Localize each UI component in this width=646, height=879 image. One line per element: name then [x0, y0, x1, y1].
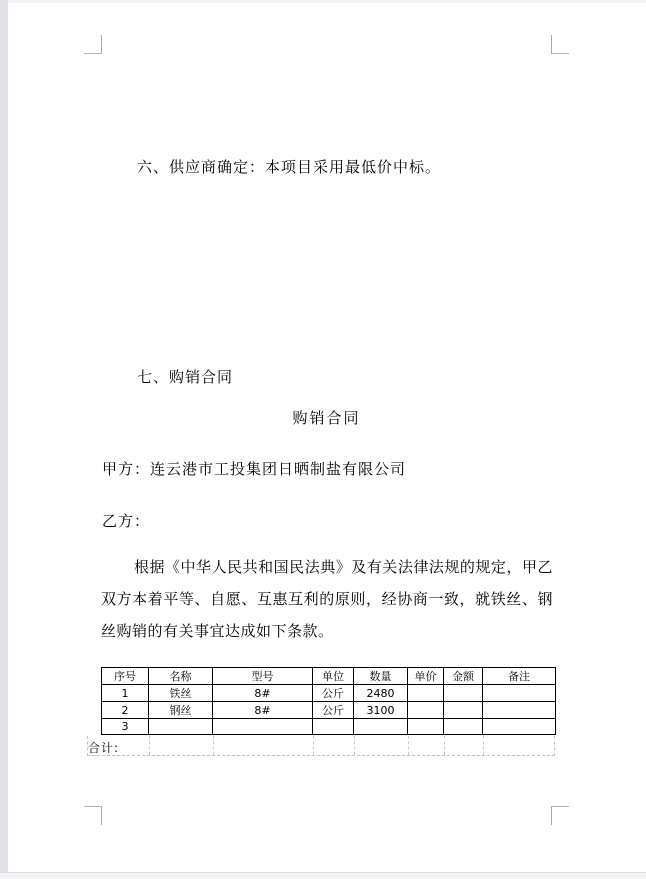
table-cell — [408, 719, 444, 735]
totals-row — [87, 736, 555, 756]
party-a-line: 甲方：连云港市工投集团日晒制盐有限公司 — [102, 460, 407, 478]
page-top-edge — [0, 0, 646, 3]
crop-mark-bottom-right — [551, 806, 569, 825]
crop-mark-bottom-left — [84, 806, 102, 825]
page-bottom-edge — [0, 872, 646, 879]
totals-gridline — [408, 736, 409, 755]
totals-gridline — [213, 736, 214, 755]
table-cell: 8# — [213, 685, 313, 702]
table-cell — [408, 685, 444, 702]
table-cell — [408, 702, 444, 719]
table-header-cell: 序号 — [102, 668, 149, 685]
table-cell — [444, 685, 483, 702]
table-cell: 3 — [102, 719, 149, 735]
table-cell — [354, 719, 408, 735]
table-cell: 铁丝 — [149, 685, 213, 702]
table-row — [102, 685, 556, 702]
section-6-heading: 六、供应商确定：本项目采用最低价中标。 — [137, 158, 442, 176]
totals-gridline — [313, 736, 314, 755]
totals-gridline — [354, 736, 355, 755]
table-cell — [483, 702, 556, 719]
table-cell: 3100 — [354, 702, 408, 719]
totals-gridline — [444, 736, 445, 755]
table-cell: 2 — [102, 702, 149, 719]
table-cell: 8# — [213, 702, 313, 719]
table-header-cell: 数量 — [354, 668, 408, 685]
items-table-header-row — [102, 668, 556, 685]
table-header-cell: 名称 — [149, 668, 213, 685]
table-header-cell: 单价 — [408, 668, 444, 685]
table-cell: 2480 — [354, 685, 408, 702]
page-left-edge — [0, 0, 8, 879]
table-row — [102, 719, 556, 735]
table-cell: 1 — [102, 685, 149, 702]
table-header-cell: 型号 — [213, 668, 313, 685]
party-b-line: 乙方： — [102, 512, 151, 530]
crop-mark-top-right — [551, 35, 569, 54]
table-cell: 公斤 — [313, 702, 354, 719]
contract-title: 购销合同 — [292, 409, 361, 427]
table-cell — [444, 719, 483, 735]
table-header-cell: 备注 — [483, 668, 556, 685]
table-cell — [313, 719, 354, 735]
table-cell: 公斤 — [313, 685, 354, 702]
table-cell — [149, 719, 213, 735]
table-cell — [483, 685, 556, 702]
table-cell: 钢丝 — [149, 702, 213, 719]
totals-gridline — [483, 736, 484, 755]
intro-paragraph: 根据《中华人民共和国民法典》及有关法律法规的规定，甲乙双方本着平等、自愿、互惠互利的原则，经协商一致，就铁丝、钢丝购销的有关事宜达成如下条款。 — [101, 558, 553, 640]
table-cell — [213, 719, 313, 735]
totals-label: 合计: — [88, 741, 120, 755]
items-table — [101, 667, 556, 735]
table-header-cell: 金额 — [444, 668, 483, 685]
table-cell — [483, 719, 556, 735]
table-cell — [444, 702, 483, 719]
section-7-heading: 七、购销合同 — [137, 368, 234, 386]
table-row — [102, 702, 556, 719]
crop-mark-top-left — [84, 35, 102, 54]
table-header-cell: 单位 — [313, 668, 354, 685]
totals-gridline — [149, 736, 150, 755]
